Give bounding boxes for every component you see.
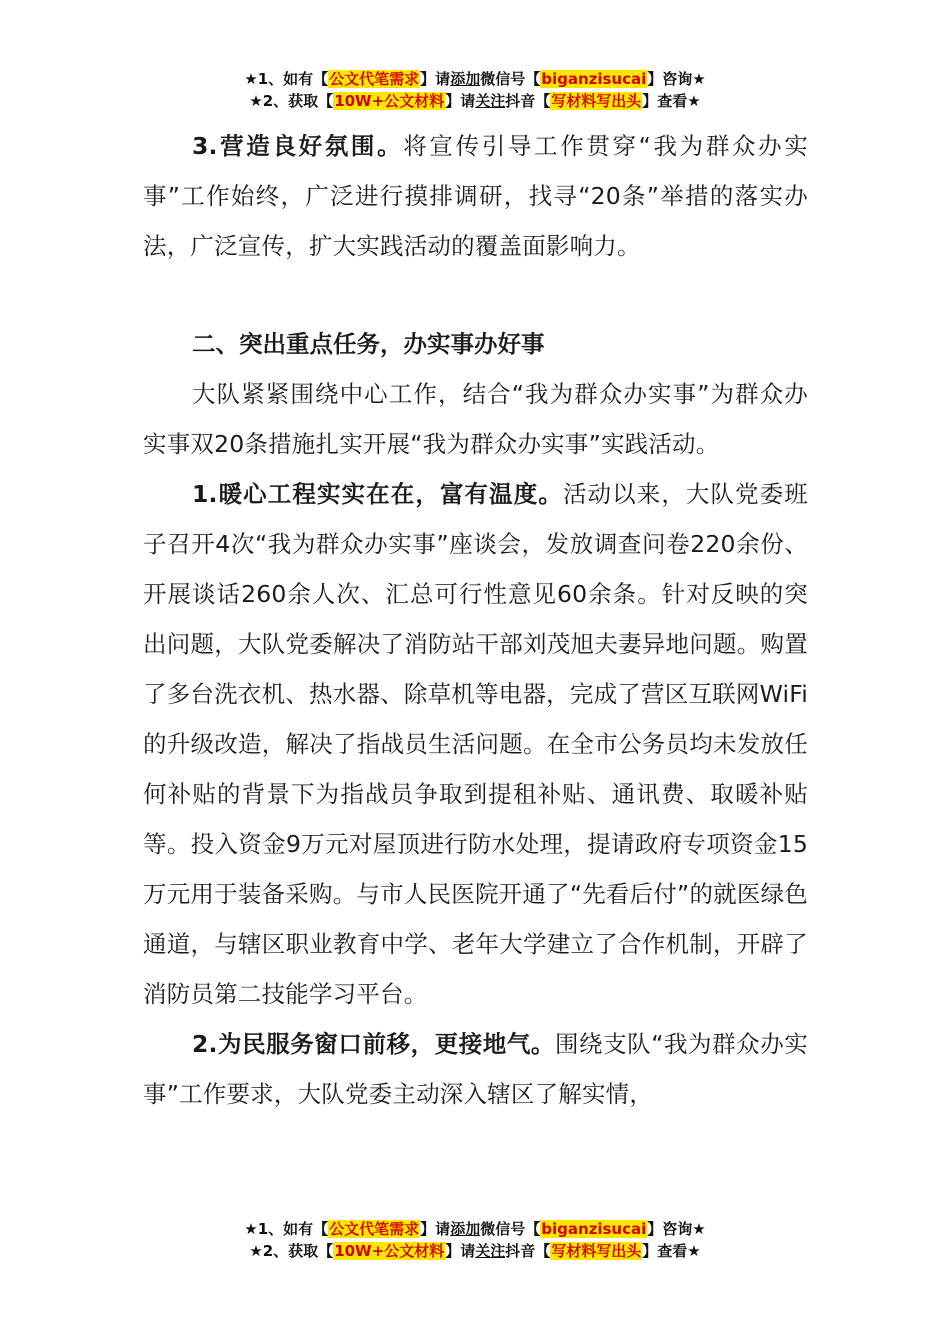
highlight-materials: 10W+公文材料 [334,1242,445,1260]
highlight-douyin: 写材料写出头 [551,1242,642,1260]
promo-banner-bottom [0,1218,950,1262]
paragraph-intro: 大队紧紧围绕中心工作，结合“我为群众办实事”为群众办实事双20条措施扎实开展“我为群众办实事”实践活动。 [143,380,808,458]
highlight-douyin: 写材料写出头 [551,92,642,110]
promo-banner-top [0,68,950,112]
paragraph-service-window: 2.为民服务窗口前移，更接地气。围绕支队“我为群众办实事”工作要求，大队党委主动深入辖区了解实情， [143,1030,808,1108]
paragraph-lead: 1.暖心工程实实在在，富有温度。 [192,480,563,508]
promo-line-1: ★1、如有【公文代笔需求】请添加微信号【biganzisucai】咨询★ [244,70,706,88]
highlight-service: 公文代笔需求 [329,70,420,88]
highlight-service: 公文代笔需求 [329,1220,420,1238]
highlight-materials: 10W+公文材料 [334,92,445,110]
paragraph-atmosphere: 3.营造良好氛围。将宣传引导工作贯穿“我为群众办实事”工作始终，广泛进行摸排调研，找寻“20条”举措的落实办法，广泛宣传，扩大实践活动的覆盖面影响力。 [143,132,808,260]
promo-line-1: ★1、如有【公文代笔需求】请添加微信号【biganzisucai】咨询★ [244,1220,706,1238]
paragraph-lead: 2.为民服务窗口前移，更接地气。 [192,1030,555,1058]
paragraph-warm-project: 1.暖心工程实实在在，富有温度。活动以来，大队党委班子召开4次“我为群众办实事”座谈会，发放调查问卷220余份、开展谈话260余人次、汇总可行性意见60余条。针对反映的突出问题，大队党委解决了消防站干部刘茂旭夫妻异地问题。购置了多台洗衣机、热水器、除草机等电器，完成了营区互联网WiFi的升级改造，解决了指战员生活问题。在全市公务员均未发放任何补贴的背景下为指战员争取到提租补贴、通讯费、取暖补贴等。投入资金9万元对屋顶进行防水处理，提请政府专项资金15万元用于装备采购。与市人民医院开通了“先看后付”的就医绿色通道，与辖区职业教育中学、老年大学建立了合作机制，开辟了消防员第二技能学习平台。 [143,480,809,1008]
promo-line-2: ★2、获取【10W+公文材料】请关注抖音【写材料写出头】查看★ [249,92,701,110]
highlight-wechat-id: biganzisucai [541,1220,647,1238]
highlight-wechat-id: biganzisucai [541,70,647,88]
promo-line-2: ★2、获取【10W+公文材料】请关注抖音【写材料写出头】查看★ [249,1242,701,1260]
document-body [143,121,808,1119]
paragraph-lead: 3.营造良好氛围。 [192,132,404,160]
section-heading: 二、突出重点任务，办实事办好事 [192,330,545,358]
